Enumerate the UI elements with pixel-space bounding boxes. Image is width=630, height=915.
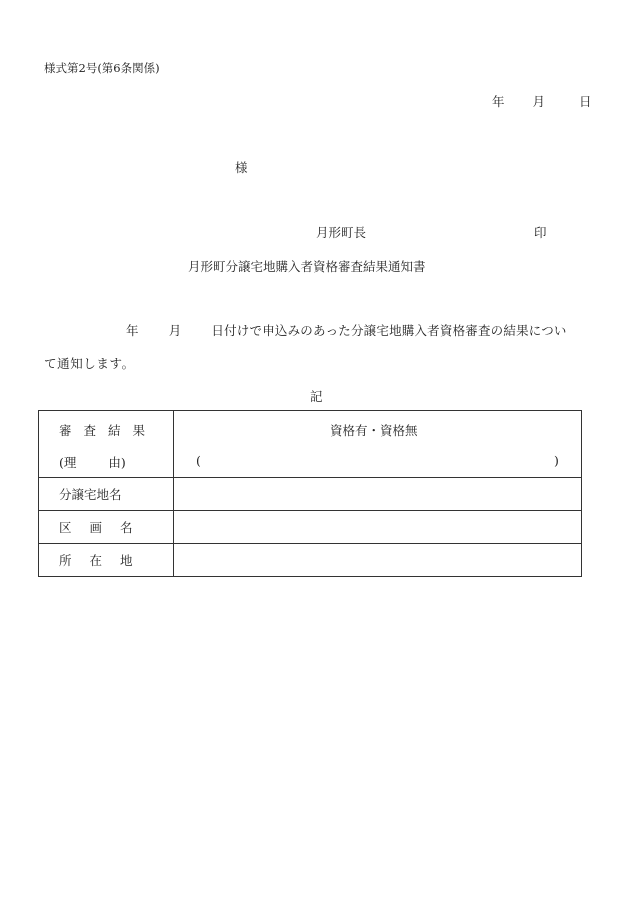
table-row — [39, 478, 582, 511]
body-text-line-1 — [126, 321, 567, 339]
table-row — [39, 411, 582, 478]
body-line-1-rest: 日付けで申込みのあった分譲宅地購入者資格審査の結果につい — [211, 323, 567, 338]
result-value-cell — [174, 411, 582, 478]
ki-heading: 記 — [310, 389, 323, 404]
location-value — [174, 544, 582, 577]
plot-name-label: 区画名 — [39, 511, 174, 544]
date-month: 月 — [532, 94, 546, 109]
reason-label-open: (理 — [59, 455, 77, 470]
result-table — [38, 410, 582, 577]
body-text-line-2: て通知します。 — [44, 356, 135, 371]
seal-mark: 印 — [534, 225, 547, 240]
body-year: 年 — [126, 323, 139, 338]
location-label: 所在地 — [39, 544, 174, 577]
document-title: 月形町分譲宅地購入者資格審査結果通知書 — [188, 259, 426, 274]
lot-name-value — [174, 478, 582, 511]
date-year: 年 — [492, 94, 505, 109]
body-month: 月 — [168, 323, 182, 338]
reason-label — [59, 453, 126, 471]
addressee-suffix: 様 — [235, 160, 248, 175]
date-line — [492, 92, 592, 110]
result-label: 審査結果 — [59, 423, 158, 438]
date-day: 日 — [579, 94, 592, 109]
form-number: 様式第2号(第6条関係) — [44, 61, 160, 75]
plot-name-value — [174, 511, 582, 544]
result-value: 資格有・資格無 — [330, 423, 418, 438]
reason-label-close: 由) — [108, 455, 126, 470]
reason-paren-close: ) — [554, 453, 559, 468]
lot-name-label: 分譲宅地名 — [39, 478, 174, 511]
table-row — [39, 544, 582, 577]
table-row — [39, 511, 582, 544]
issuer: 月形町長 — [316, 225, 367, 240]
result-label-cell — [39, 411, 174, 478]
reason-paren-open: ( — [196, 453, 201, 468]
